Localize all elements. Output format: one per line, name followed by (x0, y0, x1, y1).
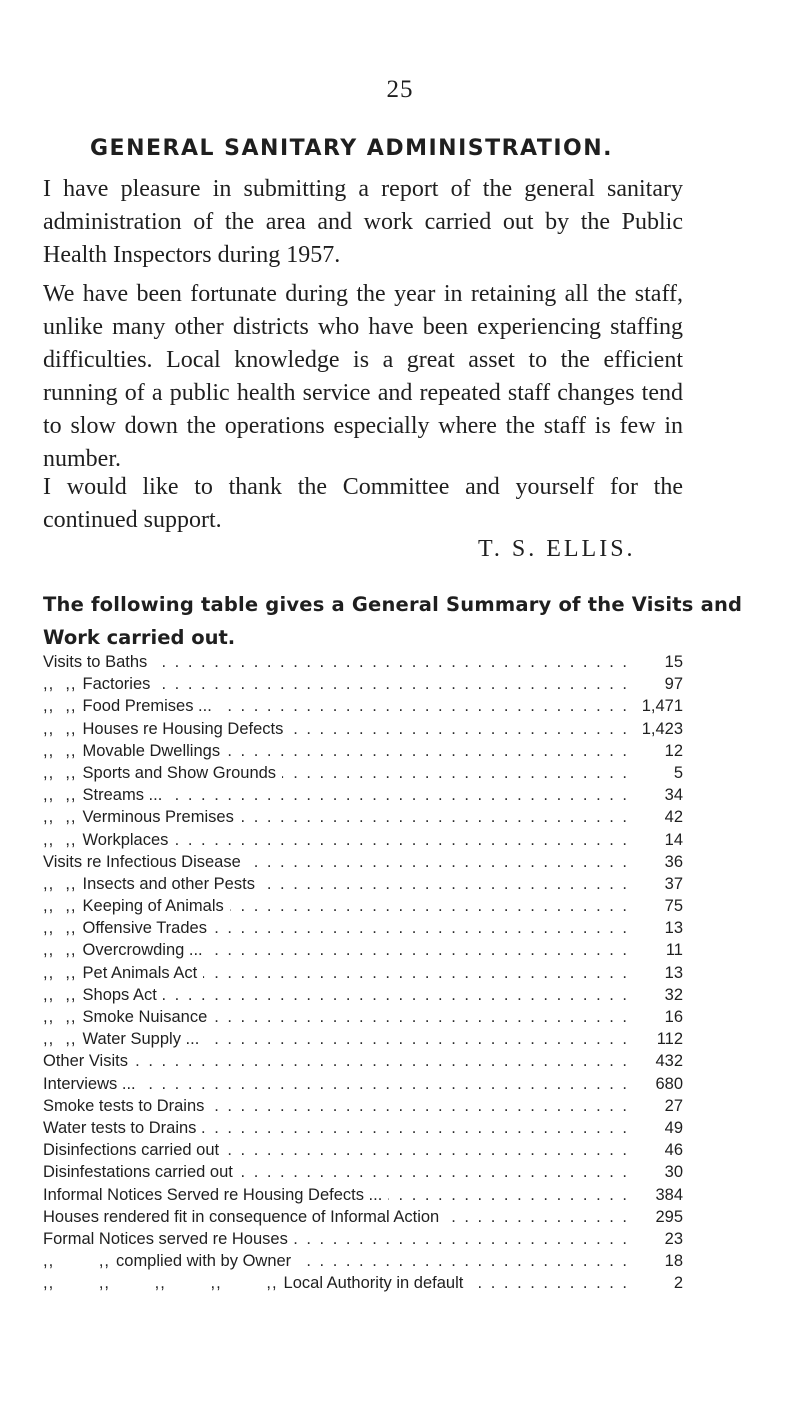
table-row (43, 1161, 683, 1183)
table-row (43, 829, 683, 851)
ditto-marks: ,, ,, (43, 874, 77, 893)
row-label (43, 651, 153, 673)
table-row (43, 1095, 683, 1117)
ditto-marks: ,, ,, (43, 741, 77, 760)
table-row (43, 895, 683, 917)
row-label (43, 1028, 205, 1050)
table-row (43, 673, 683, 695)
row-text: Informal Notices Served re Housing Defects ... (43, 1185, 383, 1204)
row-label (43, 784, 168, 806)
row-value: 680 (627, 1073, 683, 1095)
row-label (43, 1117, 202, 1139)
page-number: 25 (386, 76, 414, 103)
row-text: Formal Notices served re Houses (43, 1229, 288, 1248)
ditto-marks: ,, ,, (43, 808, 77, 827)
row-value: 32 (627, 984, 683, 1006)
summary-table (43, 651, 683, 1294)
row-value: 75 (627, 895, 683, 917)
row-value: 5 (627, 762, 683, 784)
row-label (43, 917, 213, 939)
table-intro (43, 588, 743, 654)
ditto-marks: ,, ,, ,, ,, ,, (43, 1274, 278, 1293)
table-row (43, 1073, 683, 1095)
table-row (43, 851, 683, 873)
table-row (43, 1250, 683, 1272)
row-value: 295 (627, 1206, 683, 1228)
row-text: Baths (105, 653, 148, 671)
signature: T. S. ELLIS. (478, 536, 636, 562)
row-label (43, 806, 240, 828)
row-value: 49 (627, 1117, 683, 1139)
row-text: Insects and other Pests (82, 874, 255, 893)
row-text: Houses rendered fit in consequence of Informal Action (43, 1207, 440, 1226)
table-row (43, 740, 683, 762)
table-row (43, 1139, 683, 1161)
row-text: Pet Animals Act (82, 963, 198, 982)
row-value: 13 (627, 962, 683, 984)
table-row (43, 1028, 683, 1050)
row-text: Movable Dwellings (82, 741, 221, 760)
row-text: Offensive Trades (82, 919, 207, 938)
row-label (43, 895, 230, 917)
row-label (43, 1184, 388, 1206)
row-label (43, 1139, 225, 1161)
table-row (43, 1272, 683, 1294)
row-label (43, 1228, 294, 1250)
row-label (43, 740, 226, 762)
row-label (43, 1161, 239, 1183)
paragraph-intro: I have pleasure in submitting a report of the general sanitary administration of the area and work carried out by the Public Health Inspectors during 1957. (43, 176, 683, 268)
row-value: 112 (627, 1028, 683, 1050)
row-prefix: Visits re (43, 852, 106, 871)
row-label (43, 1073, 142, 1095)
table-row (43, 1117, 683, 1139)
row-label (43, 1050, 134, 1072)
row-label (43, 962, 203, 984)
row-value: 16 (627, 1006, 683, 1028)
row-value: 18 (627, 1250, 683, 1272)
page-title: GENERAL SANITARY ADMINISTRATION. (90, 136, 614, 161)
ditto-marks: ,, ,, (43, 763, 77, 782)
row-value: 97 (627, 673, 683, 695)
row-label (43, 873, 261, 895)
table-row (43, 1006, 683, 1028)
row-text: complied with by Owner (116, 1252, 292, 1271)
table-row (43, 718, 683, 740)
paragraph-thanks: I would like to thank the Committee and yourself for the continued support. (43, 474, 683, 533)
table-row (43, 962, 683, 984)
row-value: 432 (627, 1050, 683, 1072)
row-value: 36 (627, 851, 683, 873)
table-intro-line-1: The following table gives a General Summary of the Visits and (43, 593, 743, 616)
table-intro-line-2: Work carried out. (43, 626, 236, 649)
row-label (43, 673, 156, 695)
row-label (43, 851, 247, 873)
row-text: Other Visits (43, 1052, 128, 1071)
row-text: Verminous Premises (82, 808, 234, 827)
ditto-marks: ,, ,, (43, 897, 77, 916)
table-row (43, 762, 683, 784)
table-row (43, 1228, 683, 1250)
row-text: Shops Act (82, 985, 157, 1004)
row-text: Streams ... (82, 786, 163, 805)
row-text: Factories (82, 675, 151, 694)
ditto-marks: ,, ,, (43, 719, 77, 738)
row-value: 2 (627, 1272, 683, 1294)
row-label (43, 1006, 213, 1028)
row-label (43, 718, 289, 740)
row-label (43, 695, 218, 717)
ditto-marks: ,, ,, (43, 941, 77, 960)
row-text: Smoke tests to Drains (43, 1096, 205, 1115)
row-label (43, 984, 163, 1006)
paragraph-staff: We have been fortunate during the year in retaining all the staff, unlike many other districts who have been experiencing staffing difficulties. Local knowledge is a great asset to the efficient running of a public health service and repeated staff changes tend to slow down the operations especially where the staff is few in number. (43, 281, 683, 472)
ditto-marks: ,, ,, (43, 919, 77, 938)
row-value: 37 (627, 873, 683, 895)
row-label (43, 1272, 469, 1294)
row-value: 11 (627, 939, 683, 961)
row-text: Houses re Housing Defects (82, 719, 284, 738)
row-value: 27 (627, 1095, 683, 1117)
row-text: Overcrowding ... (82, 941, 203, 960)
row-value: 1,471 (627, 695, 683, 717)
row-value: 15 (627, 651, 683, 673)
row-text: Sports and Show Grounds (82, 763, 277, 782)
ditto-marks: ,, ,, (43, 1008, 77, 1026)
row-text: Interviews ... (43, 1074, 136, 1093)
ditto-marks: ,, ,, (43, 985, 77, 1004)
row-label (43, 1095, 210, 1117)
table-row (43, 939, 683, 961)
row-value: 42 (627, 806, 683, 828)
table-row (43, 1206, 683, 1228)
row-text: Local Authority in default (283, 1274, 464, 1293)
row-value: 34 (627, 784, 683, 806)
table-row (43, 651, 683, 673)
row-value: 384 (627, 1184, 683, 1206)
ditto-marks: ,, ,, (43, 1252, 111, 1271)
row-text: Keeping of Animals (82, 897, 224, 916)
table-row (43, 1050, 683, 1072)
row-label (43, 762, 282, 784)
ditto-marks: ,, ,, (43, 963, 77, 982)
table-row (43, 806, 683, 828)
row-label (43, 1206, 445, 1228)
table-row (43, 784, 683, 806)
table-row (43, 984, 683, 1006)
ditto-marks: ,, ,, (43, 830, 77, 849)
ditto-marks: ,, ,, (43, 1030, 77, 1049)
ditto-marks: ,, ,, (43, 697, 77, 716)
table-row (43, 917, 683, 939)
row-label (43, 939, 209, 961)
row-value: 1,423 (627, 718, 683, 740)
table-row (43, 1184, 683, 1206)
row-value: 30 (627, 1161, 683, 1183)
ditto-marks: ,, ,, (43, 675, 77, 694)
row-value: 12 (627, 740, 683, 762)
row-value: 14 (627, 829, 683, 851)
row-value: 46 (627, 1139, 683, 1161)
row-prefix: Visits to (43, 653, 106, 671)
row-text: Disinfestations carried out (43, 1163, 233, 1182)
table-row (43, 695, 683, 717)
row-text: Infectious Disease (105, 852, 241, 871)
row-label (43, 1250, 297, 1272)
row-label (43, 829, 174, 851)
row-text: Water Supply ... (82, 1030, 200, 1049)
row-text: Food Premises ... (82, 697, 212, 716)
row-text: Water tests to Drains (43, 1118, 197, 1137)
row-value: 13 (627, 917, 683, 939)
row-text: Smoke Nuisance (82, 1008, 208, 1026)
row-text: Disinfections carried out (43, 1141, 220, 1160)
row-value: 23 (627, 1228, 683, 1250)
ditto-marks: ,, ,, (43, 786, 77, 805)
row-text: Workplaces (82, 830, 169, 849)
table-row (43, 873, 683, 895)
